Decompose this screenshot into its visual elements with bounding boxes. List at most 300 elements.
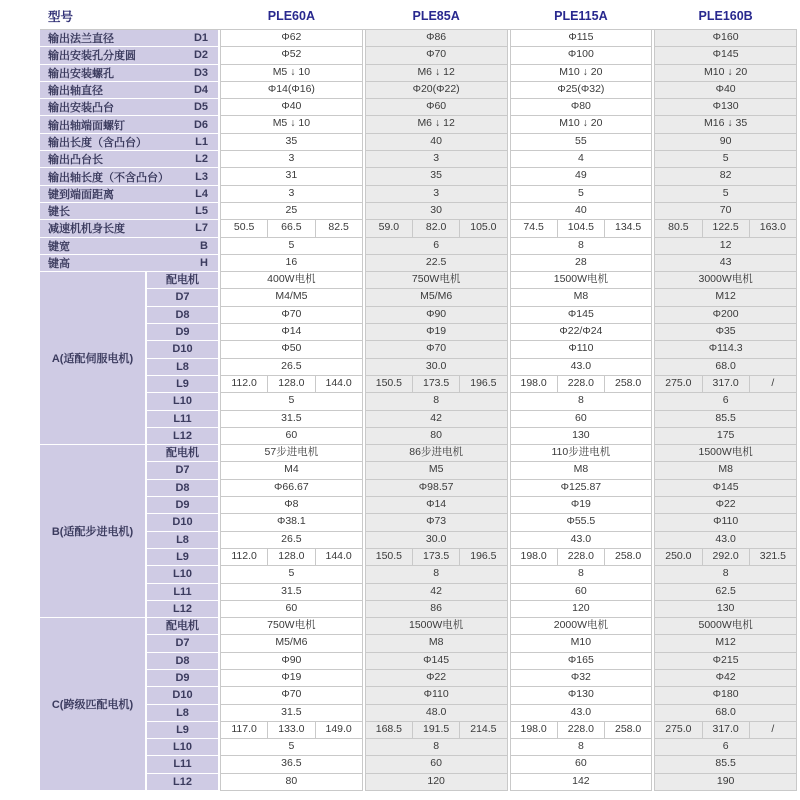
value-cell-D10: Φ55.5 [510, 514, 653, 531]
value-subcell-L9: / [749, 376, 796, 392]
value-subcell-L9: 258.0 [604, 376, 651, 392]
value-cell-D8: Φ90 [220, 653, 363, 670]
section-C [40, 618, 797, 791]
value-cell-D9: Φ14 [220, 324, 363, 341]
row-dim-code: L4 [195, 187, 208, 200]
spec-row-L10 [145, 393, 797, 410]
value-subcell-L9: 144.0 [315, 376, 362, 392]
spec-row-L11 [145, 411, 797, 428]
section-rows-C [145, 618, 797, 791]
value-cell-L4: 3 [365, 186, 508, 203]
row-dim-code-D9: D9 [147, 497, 218, 514]
row-dim-code-L11: L11 [147, 411, 218, 428]
value-cell-L9 [654, 722, 797, 739]
value-cell-D9: Φ35 [654, 324, 797, 341]
spec-row-L9 [145, 722, 797, 739]
value-cell-L9 [220, 376, 363, 393]
value-cell-D9: Φ14 [365, 497, 508, 514]
value-cell-L2: 3 [220, 151, 363, 168]
row-dim-code: L1 [195, 135, 208, 148]
value-cell-L11: 36.5 [220, 756, 363, 773]
row-dim-code: L5 [195, 205, 208, 218]
value-cell-L3: 82 [654, 168, 797, 185]
value-subcell-L9: 150.5 [375, 549, 403, 562]
value-subcell-L9: 198.0 [520, 722, 547, 735]
value-cell-D2: Φ145 [654, 47, 797, 64]
value-cell-B: 5 [220, 238, 363, 255]
value-cell-D7: M5/M6 [220, 635, 363, 652]
value-subcell-L7: 104.5 [557, 220, 604, 236]
value-cell-D3: M10 ↓ 20 [510, 65, 653, 82]
value-cell-L7 [220, 220, 363, 237]
value-cell-D8: Φ66.67 [220, 480, 363, 497]
row-dim-code-L8: L8 [147, 705, 218, 722]
section-rows-B [145, 445, 797, 618]
row-dim-code-配电机: 配电机 [147, 272, 218, 289]
value-cell-L4: 3 [220, 186, 363, 203]
value-cell-L1: 40 [365, 134, 508, 151]
value-cell-L9 [510, 722, 653, 739]
value-cell-L10: 5 [220, 739, 363, 756]
value-subcell-L7: 163.0 [749, 220, 796, 236]
value-cell-L7 [365, 220, 508, 237]
value-cell-L12: 190 [654, 774, 797, 791]
value-cell-L1: 35 [220, 134, 363, 151]
value-cell-D9: Φ8 [220, 497, 363, 514]
value-cell-D10: Φ110 [510, 341, 653, 358]
value-cell-D6: M5 ↓ 10 [220, 116, 363, 133]
value-cell-L1: 90 [654, 134, 797, 151]
value-cell-L7 [510, 220, 653, 237]
value-cell-L5: 70 [654, 203, 797, 220]
spec-row-D7 [145, 289, 797, 306]
value-cell-L11: 60 [510, 756, 653, 773]
value-subcell-L9: 250.0 [665, 549, 692, 562]
spec-row-D10 [145, 687, 797, 704]
value-cell-L4: 5 [510, 186, 653, 203]
spec-row-L4 [40, 186, 797, 203]
value-cell-L11: 31.5 [220, 411, 363, 428]
row-dim-code-L11: L11 [147, 584, 218, 601]
value-cell-L8: 43.0 [510, 532, 653, 549]
value-subcell-L7: 105.0 [459, 220, 506, 236]
value-cell-L8: 68.0 [654, 359, 797, 376]
value-cell-L12: 175 [654, 428, 797, 445]
value-cell-L9 [220, 722, 363, 739]
value-subcell-L9: 317.0 [702, 376, 749, 392]
spec-row-L8 [145, 705, 797, 722]
spec-row-D1 [40, 30, 797, 47]
row-dim-code-L10: L10 [147, 739, 218, 756]
value-cell-L11: 85.5 [654, 411, 797, 428]
value-subcell-L9: 168.5 [375, 722, 403, 735]
value-cell-L10: 8 [365, 393, 508, 410]
value-cell-配电机: 400W电机 [220, 272, 363, 289]
value-cell-L12: 130 [654, 601, 797, 618]
value-subcell-L9: 198.0 [520, 376, 547, 389]
spec-row-配电机 [145, 445, 797, 462]
value-cell-D5: Φ40 [220, 99, 363, 116]
value-cell-D4: Φ25(Φ32) [510, 82, 653, 99]
value-subcell-L7: 134.5 [604, 220, 651, 236]
row-label-text: 输出安装凸台 [48, 102, 114, 115]
row-dim-code-D7: D7 [147, 462, 218, 479]
value-cell-D4: Φ40 [654, 82, 797, 99]
spec-row-L5 [40, 203, 797, 220]
row-label-L7 [40, 220, 218, 237]
value-cell-配电机: 1500W电机 [510, 272, 653, 289]
value-cell-D7: M12 [654, 635, 797, 652]
value-subcell-L9: 198.0 [520, 549, 547, 562]
value-cell-D9: Φ22/Φ24 [510, 324, 653, 341]
spec-row-L9 [145, 376, 797, 393]
spec-row-D7 [145, 635, 797, 652]
row-label-text: 输出凸台长 [48, 154, 103, 167]
value-subcell-L9: 112.0 [231, 376, 257, 389]
value-cell-配电机: 110步进电机 [510, 445, 653, 462]
spec-row-D3 [40, 65, 797, 82]
row-dim-code: D4 [193, 84, 208, 97]
value-cell-D2: Φ52 [220, 47, 363, 64]
row-dim-code: D3 [193, 66, 208, 79]
value-cell-D4: Φ20(Φ22) [365, 82, 508, 99]
section-label-C: C(跨级匹配电机) [40, 618, 145, 791]
spec-row-L12 [145, 774, 797, 791]
spec-row-配电机 [145, 272, 797, 289]
value-subcell-L7: 80.5 [668, 221, 689, 234]
value-cell-D8: Φ90 [365, 307, 508, 324]
value-subcell-L9: 128.0 [267, 376, 314, 392]
spec-row-L11 [145, 584, 797, 601]
value-subcell-L9: 133.0 [267, 722, 314, 738]
row-label-D4 [40, 82, 218, 99]
value-cell-L12: 60 [220, 601, 363, 618]
row-dim-code-L8: L8 [147, 532, 218, 549]
value-subcell-L9: 292.0 [702, 549, 749, 565]
value-cell-L2: 4 [510, 151, 653, 168]
value-cell-D9: Φ42 [654, 670, 797, 687]
row-label-text: 减速机机身长度 [48, 223, 125, 236]
value-subcell-L9: 258.0 [604, 722, 651, 738]
value-subcell-L9: 173.5 [412, 549, 459, 565]
value-cell-L11: 62.5 [654, 584, 797, 601]
value-cell-L9 [654, 549, 797, 566]
gearbox-spec-table [40, 2, 797, 791]
value-cell-D1: Φ86 [365, 30, 508, 47]
value-cell-配电机: 750W电机 [220, 618, 363, 635]
value-cell-L12: 120 [510, 601, 653, 618]
spec-row-L12 [145, 601, 797, 618]
model-names-row [218, 9, 797, 23]
value-cell-D10: Φ180 [654, 687, 797, 704]
spec-row-L10 [145, 739, 797, 756]
row-dim-code-L9: L9 [147, 549, 218, 566]
value-subcell-L7: 74.5 [523, 221, 544, 234]
row-label-L5 [40, 203, 218, 220]
value-subcell-L9: 228.0 [557, 549, 604, 565]
spec-row-D8 [145, 653, 797, 670]
value-cell-D6: M6 ↓ 12 [365, 116, 508, 133]
value-cell-L11: 42 [365, 584, 508, 601]
value-cell-D5: Φ60 [365, 99, 508, 116]
value-cell-L10: 8 [654, 566, 797, 583]
value-cell-L9 [365, 549, 508, 566]
value-cell-L5: 25 [220, 203, 363, 220]
value-cell-D8: Φ145 [365, 653, 508, 670]
value-cell-L9 [654, 376, 797, 393]
value-cell-L10: 8 [365, 739, 508, 756]
value-cell-D8: Φ145 [510, 307, 653, 324]
row-dim-code-L10: L10 [147, 566, 218, 583]
spec-row-B [40, 238, 797, 255]
value-cell-L10: 8 [510, 566, 653, 583]
value-cell-D7: M8 [654, 462, 797, 479]
row-label-B [40, 238, 218, 255]
value-cell-D5: Φ130 [654, 99, 797, 116]
row-label-text: 输出长度（含凸台） [48, 136, 147, 149]
row-label-L2 [40, 151, 218, 168]
spec-row-配电机 [145, 618, 797, 635]
value-subcell-L9: 128.0 [267, 549, 314, 565]
row-dim-code-L12: L12 [147, 601, 218, 618]
value-cell-L8: 68.0 [654, 705, 797, 722]
row-dim-code-D8: D8 [147, 653, 218, 670]
row-dim-code: D1 [193, 32, 208, 45]
value-subcell-L9: 275.0 [665, 722, 692, 735]
value-cell-D8: Φ215 [654, 653, 797, 670]
row-label-text: 输出安装孔分度圆 [48, 50, 136, 63]
value-cell-L8: 26.5 [220, 359, 363, 376]
row-dim-code-D7: D7 [147, 635, 218, 652]
value-cell-L8: 43.0 [510, 705, 653, 722]
row-dim-code-D7: D7 [147, 289, 218, 306]
value-cell-H: 16 [220, 255, 363, 272]
spec-row-L10 [145, 566, 797, 583]
row-label-D6 [40, 116, 218, 133]
value-cell-D2: Φ70 [365, 47, 508, 64]
spec-row-L3 [40, 168, 797, 185]
value-cell-D3: M6 ↓ 12 [365, 65, 508, 82]
spec-row-D6 [40, 116, 797, 133]
section-A [40, 272, 797, 445]
model-name-PLE115A: PLE115A [554, 8, 608, 23]
model-name-PLE85A: PLE85A [412, 8, 460, 23]
row-dim-code: H [200, 257, 208, 269]
value-subcell-L9: 228.0 [557, 722, 604, 738]
spec-row-L1 [40, 134, 797, 151]
row-label-text: 键到端面距离 [48, 188, 114, 201]
value-cell-D9: Φ32 [510, 670, 653, 687]
value-subcell-L9: 117.0 [231, 722, 257, 735]
value-cell-L2: 5 [654, 151, 797, 168]
row-dim-code: L2 [195, 153, 208, 166]
model-name-PLE60A: PLE60A [267, 8, 315, 23]
row-label-H [40, 255, 218, 272]
value-cell-配电机: 1500W电机 [365, 618, 508, 635]
value-cell-D8: Φ165 [510, 653, 653, 670]
spec-row-D9 [145, 324, 797, 341]
value-cell-D8: Φ125.87 [510, 480, 653, 497]
model-name-PLE160B: PLE160B [698, 8, 753, 23]
spec-row-L9 [145, 549, 797, 566]
value-cell-D8: Φ98.57 [365, 480, 508, 497]
value-subcell-L7: 122.5 [702, 220, 749, 236]
value-subcell-L9: 214.5 [459, 722, 506, 738]
spec-row-L2 [40, 151, 797, 168]
row-label-text: 输出轴端面螺钉 [48, 119, 125, 132]
row-label-text: 键高 [48, 258, 70, 270]
row-dim-code-D10: D10 [147, 687, 218, 704]
value-subcell-L7: 50.5 [233, 221, 255, 234]
value-cell-配电机: 86步进电机 [365, 445, 508, 462]
value-cell-L7 [654, 220, 797, 237]
value-cell-L12: 80 [220, 774, 363, 791]
value-cell-D7: M8 [510, 462, 653, 479]
value-cell-L5: 30 [365, 203, 508, 220]
spec-row-L7 [40, 220, 797, 237]
value-cell-D7: M4/M5 [220, 289, 363, 306]
spec-row-D10 [145, 514, 797, 531]
spec-row-L8 [145, 359, 797, 376]
value-subcell-L9: 112.0 [231, 549, 257, 562]
value-cell-D2: Φ100 [510, 47, 653, 64]
value-cell-L12: 142 [510, 774, 653, 791]
spec-row-D8 [145, 480, 797, 497]
value-cell-L8: 31.5 [220, 705, 363, 722]
value-cell-L5: 40 [510, 203, 653, 220]
value-cell-L11: 31.5 [220, 584, 363, 601]
value-cell-L10: 5 [220, 566, 363, 583]
row-dim-code-D9: D9 [147, 670, 218, 687]
spec-row-D5 [40, 99, 797, 116]
value-cell-D9: Φ19 [220, 670, 363, 687]
row-dim-code-D10: D10 [147, 341, 218, 358]
value-cell-L8: 48.0 [365, 705, 508, 722]
value-cell-D10: Φ70 [220, 687, 363, 704]
value-cell-D8: Φ70 [220, 307, 363, 324]
value-cell-L11: 60 [510, 411, 653, 428]
value-cell-L10: 8 [510, 393, 653, 410]
value-cell-D7: M8 [510, 289, 653, 306]
row-dim-code: L7 [195, 222, 208, 235]
section-B [40, 445, 797, 618]
section-label-B: B(适配步进电机) [40, 445, 145, 618]
value-cell-L8: 26.5 [220, 532, 363, 549]
value-cell-D10: Φ130 [510, 687, 653, 704]
value-cell-D10: Φ50 [220, 341, 363, 358]
value-cell-L9 [510, 376, 653, 393]
spec-row-L12 [145, 428, 797, 445]
value-cell-D4: Φ14(Φ16) [220, 82, 363, 99]
value-cell-L3: 49 [510, 168, 653, 185]
value-cell-H: 22.5 [365, 255, 508, 272]
value-subcell-L9: 196.5 [459, 376, 506, 392]
value-cell-L11: 60 [510, 584, 653, 601]
value-cell-H: 28 [510, 255, 653, 272]
value-cell-D9: Φ22 [654, 497, 797, 514]
value-cell-配电机: 2000W电机 [510, 618, 653, 635]
value-cell-D10: Φ110 [654, 514, 797, 531]
row-dim-code: L3 [195, 170, 208, 183]
value-cell-D6: M10 ↓ 20 [510, 116, 653, 133]
value-subcell-L7: 82.0 [412, 220, 459, 236]
value-cell-L9 [365, 376, 508, 393]
value-subcell-L9: 173.5 [412, 376, 459, 392]
value-cell-D7: M12 [654, 289, 797, 306]
value-subcell-L9: 144.0 [315, 549, 362, 565]
value-subcell-L7: 59.0 [378, 221, 400, 234]
row-label-L3 [40, 168, 218, 185]
value-cell-D9: Φ22 [365, 670, 508, 687]
value-cell-D9: Φ19 [365, 324, 508, 341]
value-subcell-L9: 150.5 [375, 376, 403, 389]
row-dim-code-配电机: 配电机 [147, 445, 218, 462]
value-cell-配电机: 750W电机 [365, 272, 508, 289]
value-cell-L10: 6 [654, 393, 797, 410]
value-subcell-L9: 149.0 [315, 722, 362, 738]
row-dim-code-D8: D8 [147, 480, 218, 497]
value-cell-D3: M5 ↓ 10 [220, 65, 363, 82]
row-dim-code: B [200, 239, 208, 252]
value-cell-L9 [220, 549, 363, 566]
value-cell-L11: 42 [365, 411, 508, 428]
value-subcell-L9: 317.0 [702, 722, 749, 738]
value-cell-D1: Φ160 [654, 30, 797, 47]
row-label-L4 [40, 186, 218, 203]
value-cell-D10: Φ110 [365, 687, 508, 704]
row-label-text: 输出轴直径 [48, 85, 103, 98]
row-dim-code-L9: L9 [147, 376, 218, 393]
spec-table-body [40, 29, 797, 791]
value-cell-L10: 8 [365, 566, 508, 583]
value-cell-D1: Φ115 [510, 30, 653, 47]
value-cell-L3: 35 [365, 168, 508, 185]
row-dim-code-L12: L12 [147, 428, 218, 445]
value-cell-B: 6 [365, 238, 508, 255]
value-cell-配电机: 3000W电机 [654, 272, 797, 289]
value-cell-D7: M5 [365, 462, 508, 479]
row-dim-code-D8: D8 [147, 307, 218, 324]
table-header-row [40, 2, 797, 29]
value-cell-L11: 60 [365, 756, 508, 773]
value-cell-L12: 60 [220, 428, 363, 445]
value-cell-L12: 80 [365, 428, 508, 445]
value-cell-L2: 3 [365, 151, 508, 168]
spec-row-D9 [145, 670, 797, 687]
value-cell-B: 8 [510, 238, 653, 255]
value-cell-L4: 5 [654, 186, 797, 203]
row-label-D2 [40, 47, 218, 64]
row-label-D3 [40, 65, 218, 82]
value-cell-L9 [510, 549, 653, 566]
spec-row-D10 [145, 341, 797, 358]
value-cell-配电机: 1500W电机 [654, 445, 797, 462]
row-dim-code-L9: L9 [147, 722, 218, 739]
value-cell-D10: Φ114.3 [654, 341, 797, 358]
row-dim-code: D6 [193, 118, 208, 131]
value-cell-L12: 130 [510, 428, 653, 445]
value-cell-D1: Φ62 [220, 30, 363, 47]
row-dim-code-L10: L10 [147, 393, 218, 410]
value-cell-配电机: 5000W电机 [654, 618, 797, 635]
value-subcell-L7: 82.5 [315, 220, 362, 236]
value-cell-D3: M10 ↓ 20 [654, 65, 797, 82]
row-label-text: 输出法兰直径 [48, 33, 114, 46]
row-dim-code-L11: L11 [147, 756, 218, 773]
section-rows-A [145, 272, 797, 445]
value-cell-L12: 86 [365, 601, 508, 618]
spec-row-D8 [145, 307, 797, 324]
